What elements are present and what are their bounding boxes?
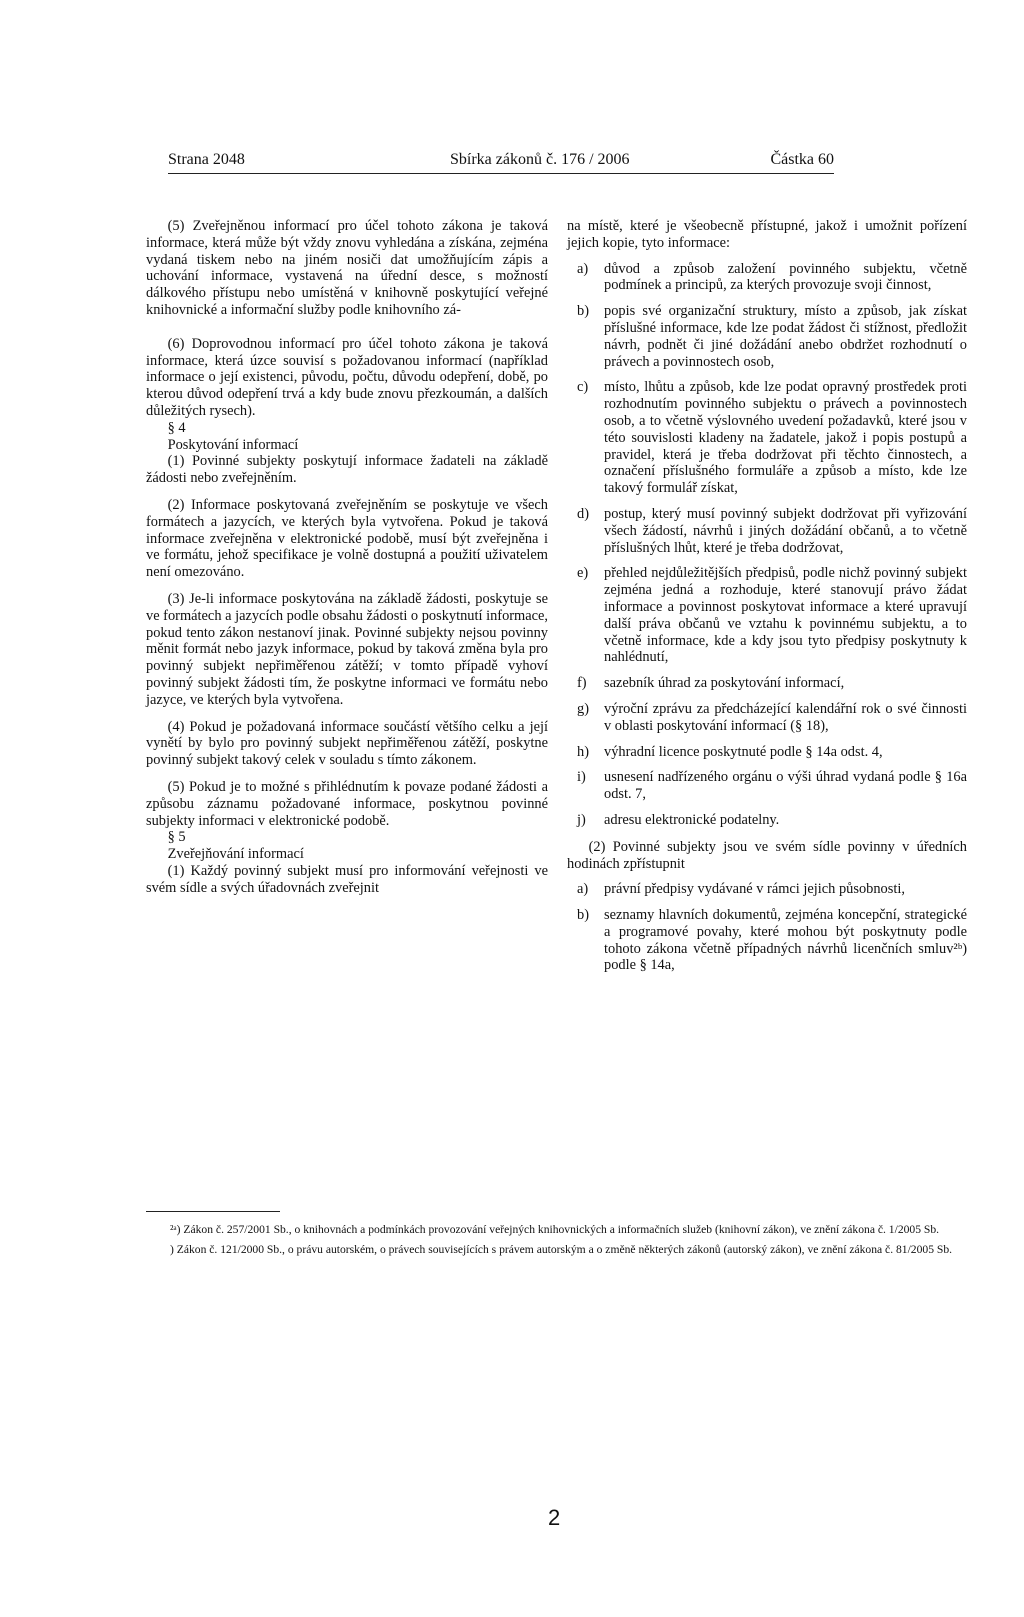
information-list: [567, 261, 967, 829]
section-4-title: Poskytování informací: [167, 436, 299, 453]
list-marker: j): [577, 811, 586, 828]
list-item-text: adresu elektronické podatelny.: [604, 811, 780, 828]
list-item: [567, 565, 967, 666]
header-part: Částka 60: [770, 151, 834, 168]
list-item: [567, 675, 967, 692]
footnotes: [170, 1222, 967, 1261]
paragraph-5: (5) Zveřejněnou informací pro účel tohoto zákona je taková informace, která může být vždy znovu vyhledána a získána, zejména vydaná tiskem nebo na jiném nosiči dat umožňujícím zápis a uchování informace, vystavená na úřední desce, s možností dálkového přístupu nebo umístěná v knihovně poskytující veřejné knihovnické a informační služby podle knihovního zá-: [146, 218, 548, 318]
list-item-text: místo, lhůtu a způsob, kde lze podat opravný prostředek proti rozhodnutím povinného subjektu o právech a povinnostech osob, a to včetně výslovného uvedení požadavků, které jsou v této souvislosti kladeny na žadatele, jakož i popis postupů a pravidel, která je třeba dodržovat při těchto činnostech, a označení příslušného formuláře a způsob a místo, kde lze takový formulář získat,: [604, 379, 967, 497]
list-item-text: přehled nejdůležitějších předpisů, podle nichž povinný subjekt zejména jedná a rozhoduje, které stanovují právo žádat informace a povinnost poskytovat informace a které upravují další práva občanů ve vztahu k povinnému subjektu, a to včetně informace, kde a kdy jsou tyto předpisy poskytnuty k nahlédnutí,: [604, 565, 967, 666]
list-item: [567, 701, 967, 735]
list-intro: na místě, které je všeobecně přístupné, jakož i umožnit pořízení jejich kopie, tyto informace:: [567, 218, 967, 251]
list-marker: a): [577, 881, 589, 898]
section-4-paragraph-5: (5) Pokud je to možné s přihlédnutím k povaze podané žádosti a způsobu záznamu požadované informace, poskytnou povinné subjekty informaci v elektronické podobě.: [146, 778, 548, 829]
list-item: [567, 379, 967, 497]
section-4-paragraph-3: (3) Je-li informace poskytována na základě žádosti, poskytuje se ve formátech a jazycích podle obsahu žádosti o poskytnutí informace, pokud tento zákon nestanoví jinak. Povinné subjekty nejsou povinny měnit formát nebo jazyk informace, pokud by taková změna byla pro povinný subjekt nepřiměřenou zátěží; v tomto případě vyhoví povinný subjekt žádosti tím, že poskytne informaci ve formátu nebo jazyce, ve kterých byla vytvořena.: [146, 590, 549, 708]
list-marker: h): [577, 743, 589, 760]
list-marker: c): [577, 379, 589, 396]
list-item: [567, 261, 967, 295]
list-item-text: popis své organizační struktury, místo a způsob, jak získat příslušné informace, kde lze podat žádost či stížnost, předložit návrh, podnět či jiné dožádání anebo obdržet rozhodnutí o právech a povinnostech osob,: [604, 303, 967, 370]
list-item-text: důvod a způsob založení povinného subjektu, včetně podmínek a principů, za kterých provozuje svoji činnost,: [604, 260, 967, 294]
section-4-paragraph-2: (2) Informace poskytovaná zveřejněním se poskytuje ve všech formátech a jazycích, ve kterých byla vytvořena. Pokud je taková informace zveřejněna v elektronické podobě, musí být zveřejněna i ve formátu, jehož specifikace je volně dostupná a použití uživatelem není omezováno.: [146, 496, 548, 581]
right-column: [567, 218, 967, 983]
list-item: [567, 881, 967, 898]
page-number: 2: [548, 1505, 561, 1530]
list-marker: b): [577, 303, 589, 320]
paragraph-2-right: (2) Povinné subjekty jsou ve svém sídle povinny v úředních hodinách zpřístupnit: [567, 838, 967, 872]
list-item-text: usnesení nadřízeného orgánu o výši úhrad vydaná podle § 16a odst. 7,: [604, 769, 967, 803]
section-5-number: § 5: [167, 829, 186, 846]
header-rule: [168, 173, 834, 174]
list-item: [567, 744, 967, 761]
list-marker: e): [577, 565, 589, 582]
footnote-rule: [146, 1211, 280, 1212]
list-item: [567, 907, 967, 974]
paragraph-6: (6) Doprovodnou informací pro účel tohoto zákona je taková informace, která úzce souvisí s požadovanou informací (například informace o její existenci, původu, počtu, důvodu odepření, době, po kterou důvod odepření trvá a kdy bude znovu přezkoumán, a dalších důležitých rysech).: [146, 335, 548, 419]
list-marker: g): [577, 700, 589, 717]
section-5-paragraph-1: (1) Každý povinný subjekt musí pro informování veřejnosti ve svém sídle a svých úřadovnách zveřejnit: [146, 862, 548, 896]
list-marker: d): [577, 505, 589, 522]
footnote: ) Zákon č. 121/2000 Sb., o právu autorském, o právech souvisejících s právem autorským a o změně některých zákonů (autorský zákon), ve znění zákona č. 81/2005 Sb.: [170, 1242, 953, 1256]
header-collection: Sbírka zákonů č. 176 / 2006: [450, 151, 630, 168]
section-4-paragraph-4: (4) Pokud je požadovaná informace součástí většího celku a její vynětí by bylo pro povinný subjekt nepřiměřenou zátěží, poskytne povinný subjekt takový celek v souladu s tímto zákonem.: [146, 718, 548, 769]
documents-list: [567, 881, 967, 974]
list-marker: f): [577, 675, 587, 692]
list-marker: a): [577, 260, 589, 277]
list-item-text: sazebník úhrad za poskytování informací,: [604, 675, 845, 692]
list-marker: b): [577, 907, 589, 924]
list-item-text: výroční zprávu za předcházející kalendářní rok o své činnosti v oblasti poskytování informací (§ 18),: [604, 700, 967, 734]
footnote: ²ᵃ) Zákon č. 257/2001 Sb., o knihovnách a podmínkách provozování veřejných knihovnických a informačních služeb (knihovní zákon), ve znění zákona č. 1/2005 Sb.: [170, 1223, 940, 1236]
list-item: [567, 506, 967, 556]
section-5-title: Zveřejňování informací: [167, 846, 304, 863]
header-page: Strana 2048: [168, 151, 245, 168]
list-marker: i): [577, 769, 586, 786]
list-item-text: postup, který musí povinný subjekt dodržovat při vyřizování všech žádostí, návrhů i jiných dožádání občanů, a to včetně příslušných lhůt, které je třeba dodržovat,: [604, 505, 967, 556]
left-column: [146, 218, 548, 896]
list-item: [567, 769, 967, 803]
list-item: [567, 303, 967, 370]
list-item-text: právní předpisy vydávané v rámci jejich působnosti,: [604, 881, 905, 898]
list-item-text: seznamy hlavních dokumentů, zejména koncepční, strategické a programové povahy, které mohou být poskytnuty podle tohoto zákona včetně případných návrhů licenčních smluv²ᵇ) podle § 14a,: [604, 907, 967, 974]
list-item-text: výhradní licence poskytnuté podle § 14a odst. 4,: [604, 743, 883, 760]
list-item: [567, 812, 967, 829]
section-4-paragraph-1: (1) Povinné subjekty poskytují informace žadateli na základě žádosti nebo zveřejněním.: [146, 453, 548, 487]
section-4-number: § 4: [167, 419, 186, 436]
